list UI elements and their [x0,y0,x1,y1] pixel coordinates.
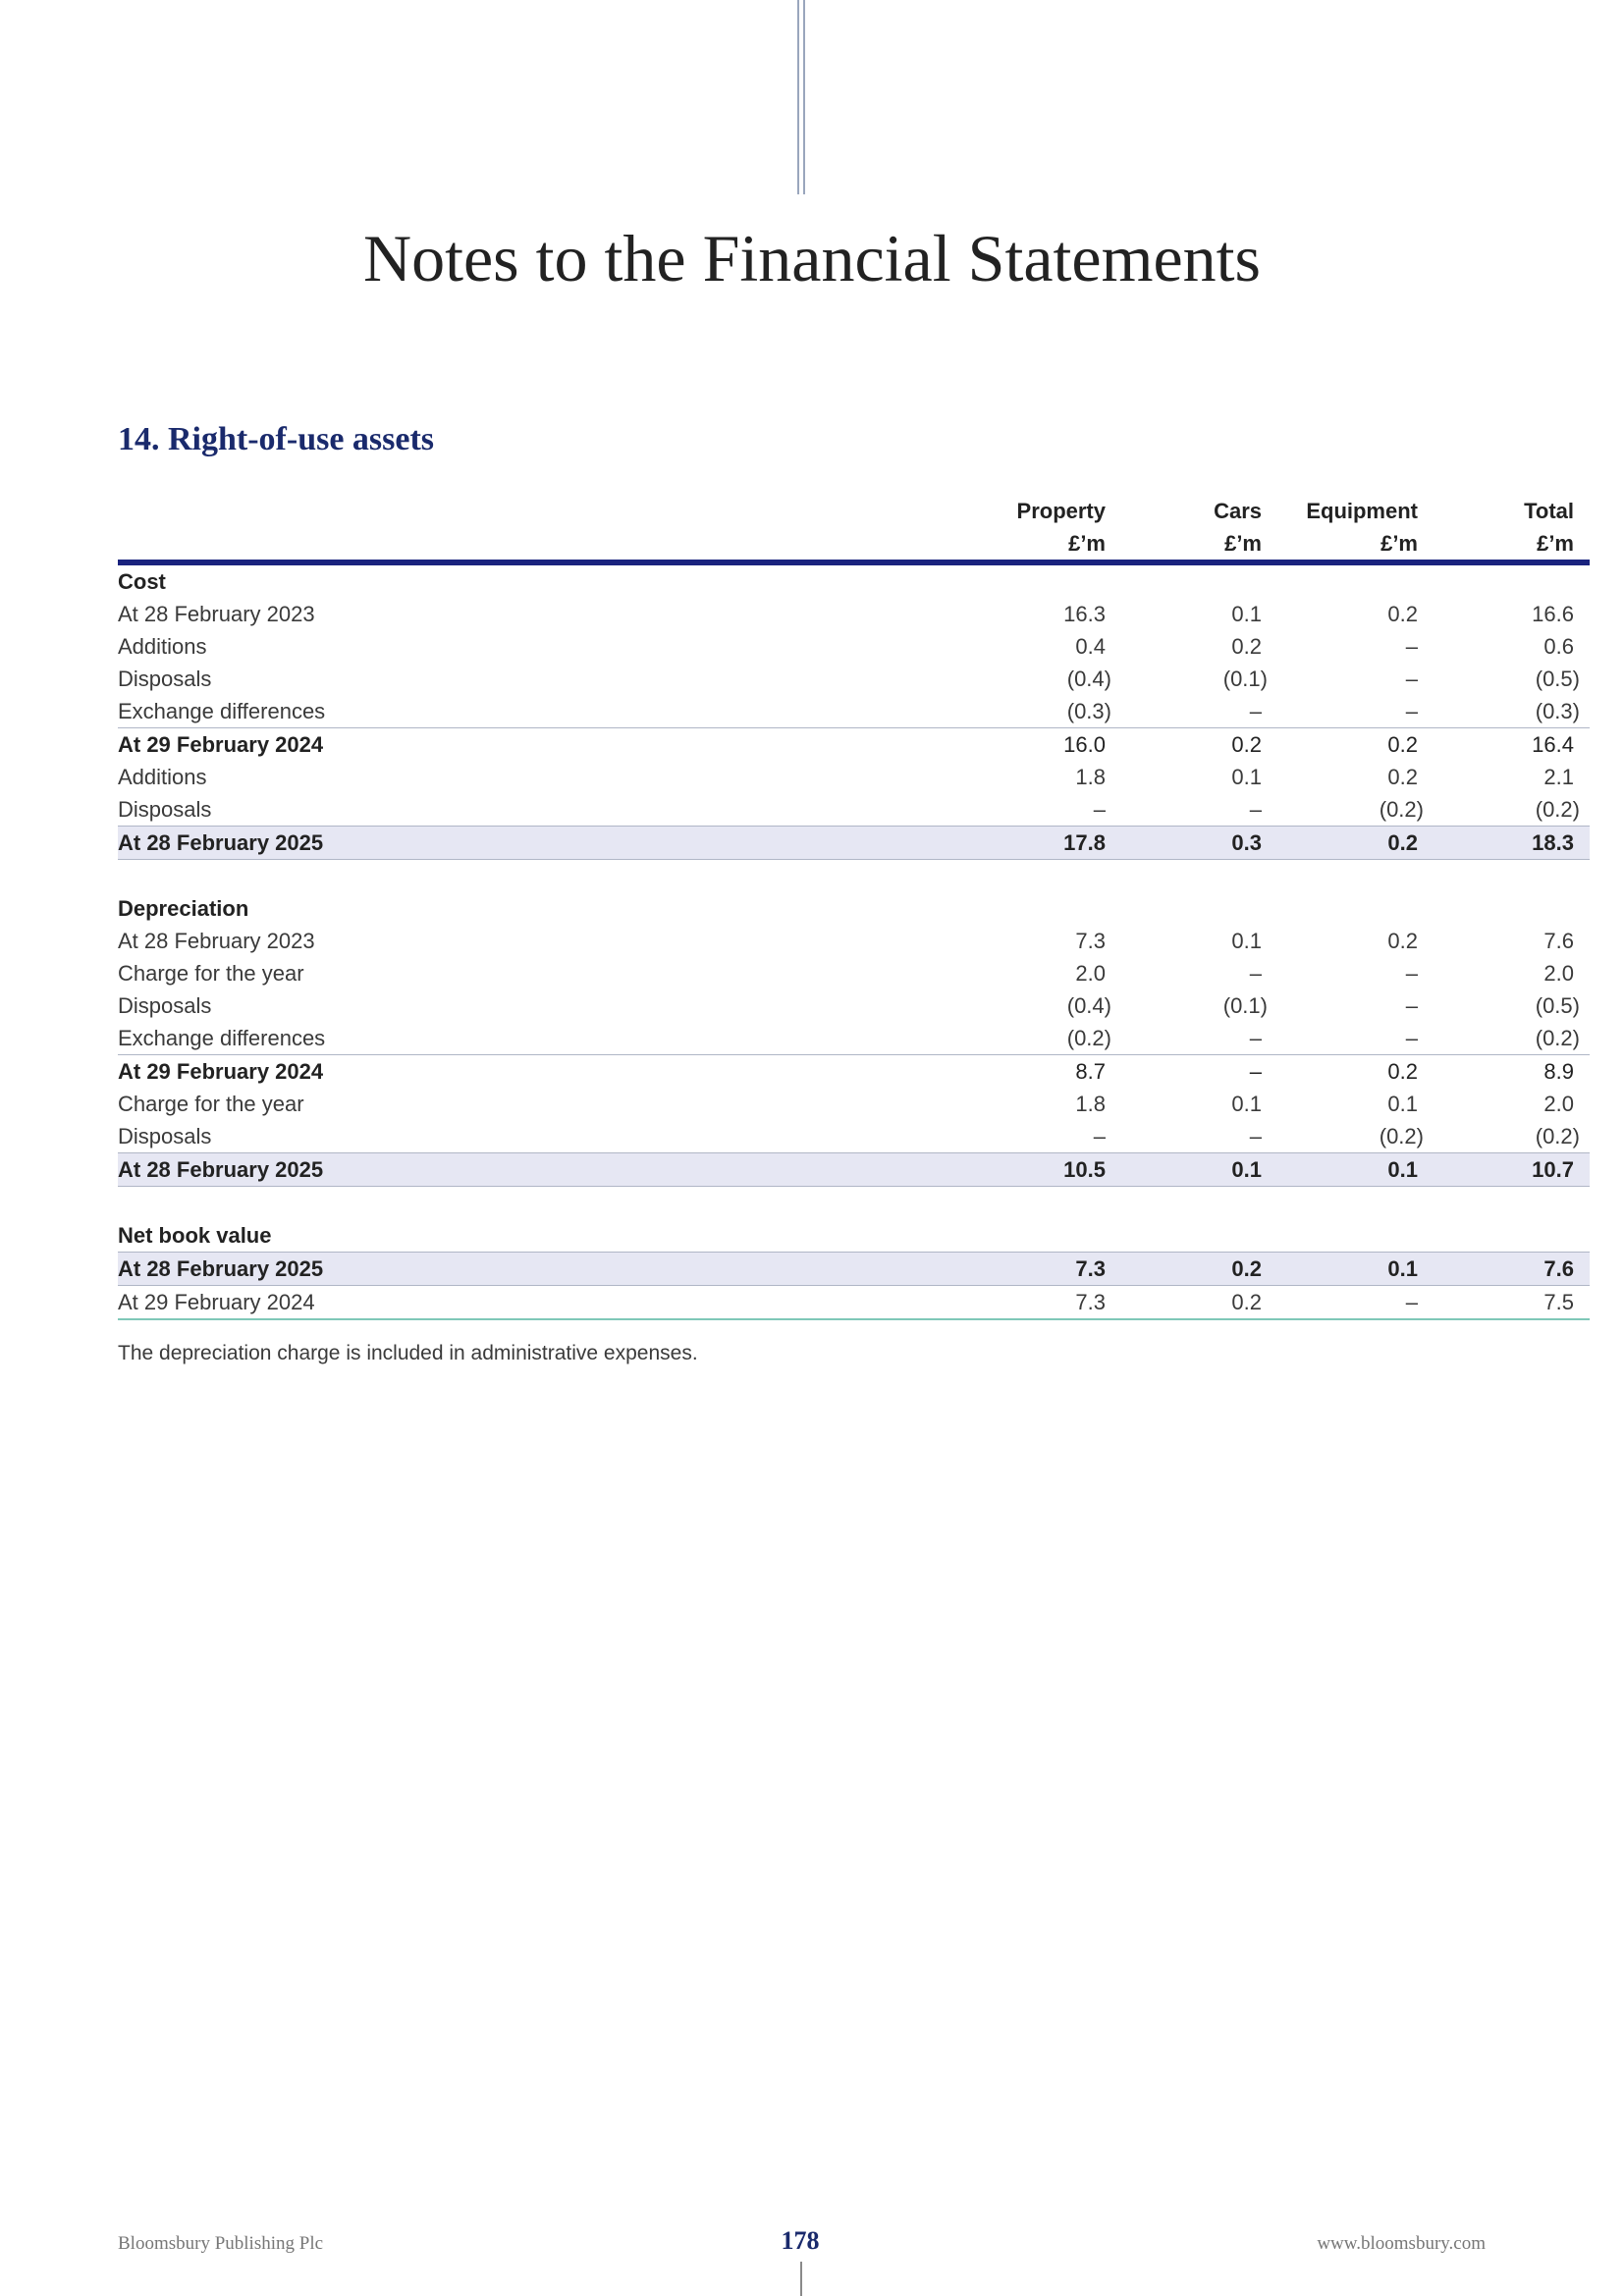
row-label: Disposals [118,993,212,1018]
cell-equipment: – [1405,634,1418,659]
spacer-cell [118,1187,1590,1220]
row-label: Charge for the year [118,961,304,986]
column-header-cars: Cars [1214,499,1262,523]
units-row [118,527,1590,562]
header-label-cell [118,495,903,527]
row-label: At 29 February 2024 [118,732,324,757]
table-row [118,957,1590,989]
cell-property: 7.3 [903,1286,1121,1320]
row-label: Additions [118,765,207,789]
cell-total: 7.6 [1543,929,1574,953]
section-heading-row [118,892,1590,925]
cell-cars: (0.1) [1222,993,1268,1018]
cell-property: 1.8 [1075,1092,1106,1116]
cell-property: 7.3 [903,1253,1121,1286]
cell-property: 10.5 [903,1153,1121,1187]
cell-cars: 0.2 [1231,732,1262,757]
row-label: Charge for the year [118,1092,304,1116]
cell-total: 2.0 [1543,1092,1574,1116]
row-label: At 28 February 2023 [118,602,315,626]
cell-cars: 0.2 [1231,634,1262,659]
unit-total: £’m [1434,527,1590,562]
total-row [118,1253,1590,1286]
unit-cars: £’m [1121,527,1277,562]
cell-equipment: (0.2) [1277,1120,1434,1153]
cell-equipment: – [1405,961,1418,986]
header-row [118,495,1590,527]
cell-total: 2.0 [1543,961,1574,986]
bottom-decorative-rule [800,2262,802,2296]
net-book-value-heading: Net book value [118,1219,1590,1253]
cell-property: 2.0 [1075,961,1106,986]
cell-total: 0.6 [1543,634,1574,659]
cell-property: 0.4 [1075,634,1106,659]
cell-cars: (0.1) [1222,667,1268,691]
row-label: Additions [118,634,207,659]
table-row [118,663,1590,695]
section-heading-row [118,562,1590,598]
table-row [118,989,1590,1022]
cell-cars: 0.3 [1121,827,1277,860]
row-label: Exchange differences [118,695,903,728]
cost-heading: Cost [118,569,166,594]
cell-property: 8.7 [1075,1059,1106,1084]
row-label: At 28 February 2025 [118,827,903,860]
cell-total: 2.1 [1543,765,1574,789]
row-label: At 28 February 2025 [118,1253,903,1286]
cell-equipment: 0.1 [1277,1253,1434,1286]
cell-equipment: 0.1 [1387,1092,1418,1116]
cell-cars: – [1121,1022,1277,1055]
cell-cars: – [1121,695,1277,728]
table-row [118,695,1590,728]
cell-property: (0.2) [903,1022,1121,1055]
cell-equipment: – [1277,1022,1434,1055]
spacer-cell [118,860,1590,893]
cell-cars: 0.2 [1121,1286,1277,1320]
cell-cars: 0.1 [1231,765,1262,789]
page-title: Notes to the Financial Statements [362,221,1262,295]
row-label: At 29 February 2024 [118,1286,903,1320]
subtotal-row [118,1055,1590,1089]
table-row [118,1120,1590,1153]
row-label: Exchange differences [118,1022,903,1055]
table-row [118,925,1590,957]
cell-property: 1.8 [1075,765,1106,789]
cell-cars: – [1121,1120,1277,1153]
cell-total: 10.7 [1434,1153,1590,1187]
cell-cars: – [1121,793,1277,827]
cell-total: 8.9 [1543,1059,1574,1084]
cell-equipment: 0.2 [1387,1059,1418,1084]
cell-cars: – [1249,961,1262,986]
cell-total: (0.2) [1434,793,1590,827]
total-row [118,827,1590,860]
cell-equipment: 0.2 [1387,765,1418,789]
right-of-use-assets-table [118,495,1590,1320]
cell-property: (0.4) [1066,667,1111,691]
cell-cars: 0.1 [1121,1153,1277,1187]
cell-property: – [903,1120,1121,1153]
cell-total: (0.3) [1434,695,1590,728]
cell-equipment: – [1277,1286,1434,1320]
footnote: The depreciation charge is included in administrative expenses. [118,1342,698,1364]
table-row [118,1286,1590,1320]
row-label: Disposals [118,793,903,827]
cell-equipment: 0.2 [1387,732,1418,757]
table-row [118,598,1590,630]
cell-equipment: 0.2 [1387,929,1418,953]
footer-website: www.bloomsbury.com [1317,2233,1486,2254]
cell-equipment: – [1277,695,1434,728]
table-row [118,630,1590,663]
cell-total: (0.2) [1434,1120,1590,1153]
cell-equipment: 0.1 [1277,1153,1434,1187]
unit-property: £’m [903,527,1121,562]
cell-total: 18.3 [1434,827,1590,860]
subtotal-row [118,728,1590,762]
spacer-row [118,860,1590,893]
row-label: Disposals [118,1120,903,1153]
cell-equipment: 0.2 [1387,602,1418,626]
table-row [118,1088,1590,1120]
table-row [118,761,1590,793]
cell-property: (0.3) [903,695,1121,728]
cell-total: 16.4 [1532,732,1574,757]
footer-company: Bloomsbury Publishing Plc [118,2233,324,2254]
table-row [118,1022,1590,1055]
cell-cars: 0.1 [1231,929,1262,953]
cell-total: 16.6 [1532,602,1574,626]
spacer-row [118,1187,1590,1220]
row-label: Disposals [118,667,212,691]
section-title: 14. Right-of-use assets [118,421,435,457]
cell-total: 7.6 [1434,1253,1590,1286]
cell-cars: 0.2 [1121,1253,1277,1286]
cell-cars: 0.1 [1231,602,1262,626]
right-of-use-assets-table-container [118,495,1580,1320]
cell-property: 16.3 [1063,602,1106,626]
section-heading-row [118,1219,1590,1253]
row-label: At 29 February 2024 [118,1059,324,1084]
cell-equipment: 0.2 [1277,827,1434,860]
cell-total: (0.2) [1434,1022,1590,1055]
cell-cars: 0.1 [1231,1092,1262,1116]
depreciation-heading: Depreciation [118,896,249,921]
unit-equipment: £’m [1277,527,1434,562]
cell-equipment: (0.2) [1277,793,1434,827]
cell-cars: – [1249,1059,1262,1084]
cell-total: (0.5) [1535,993,1580,1018]
top-decorative-rule [797,0,805,194]
page-number: 178 [781,2226,820,2255]
column-header-equipment: Equipment [1306,499,1418,523]
total-row [118,1153,1590,1187]
table-row [118,793,1590,827]
cell-total: 7.5 [1434,1286,1590,1320]
column-header-total: Total [1524,499,1574,523]
row-label: At 28 February 2023 [118,929,315,953]
cell-property: (0.4) [1066,993,1111,1018]
cell-equipment: – [1405,993,1418,1018]
cell-property: 17.8 [903,827,1121,860]
cell-equipment: – [1405,667,1418,691]
row-label: At 28 February 2025 [118,1153,903,1187]
units-label-cell [118,527,903,562]
cell-property: – [903,793,1121,827]
cell-property: 7.3 [1075,929,1106,953]
cell-total: (0.5) [1535,667,1580,691]
cell-property: 16.0 [1063,732,1106,757]
column-header-property: Property [1016,499,1106,523]
